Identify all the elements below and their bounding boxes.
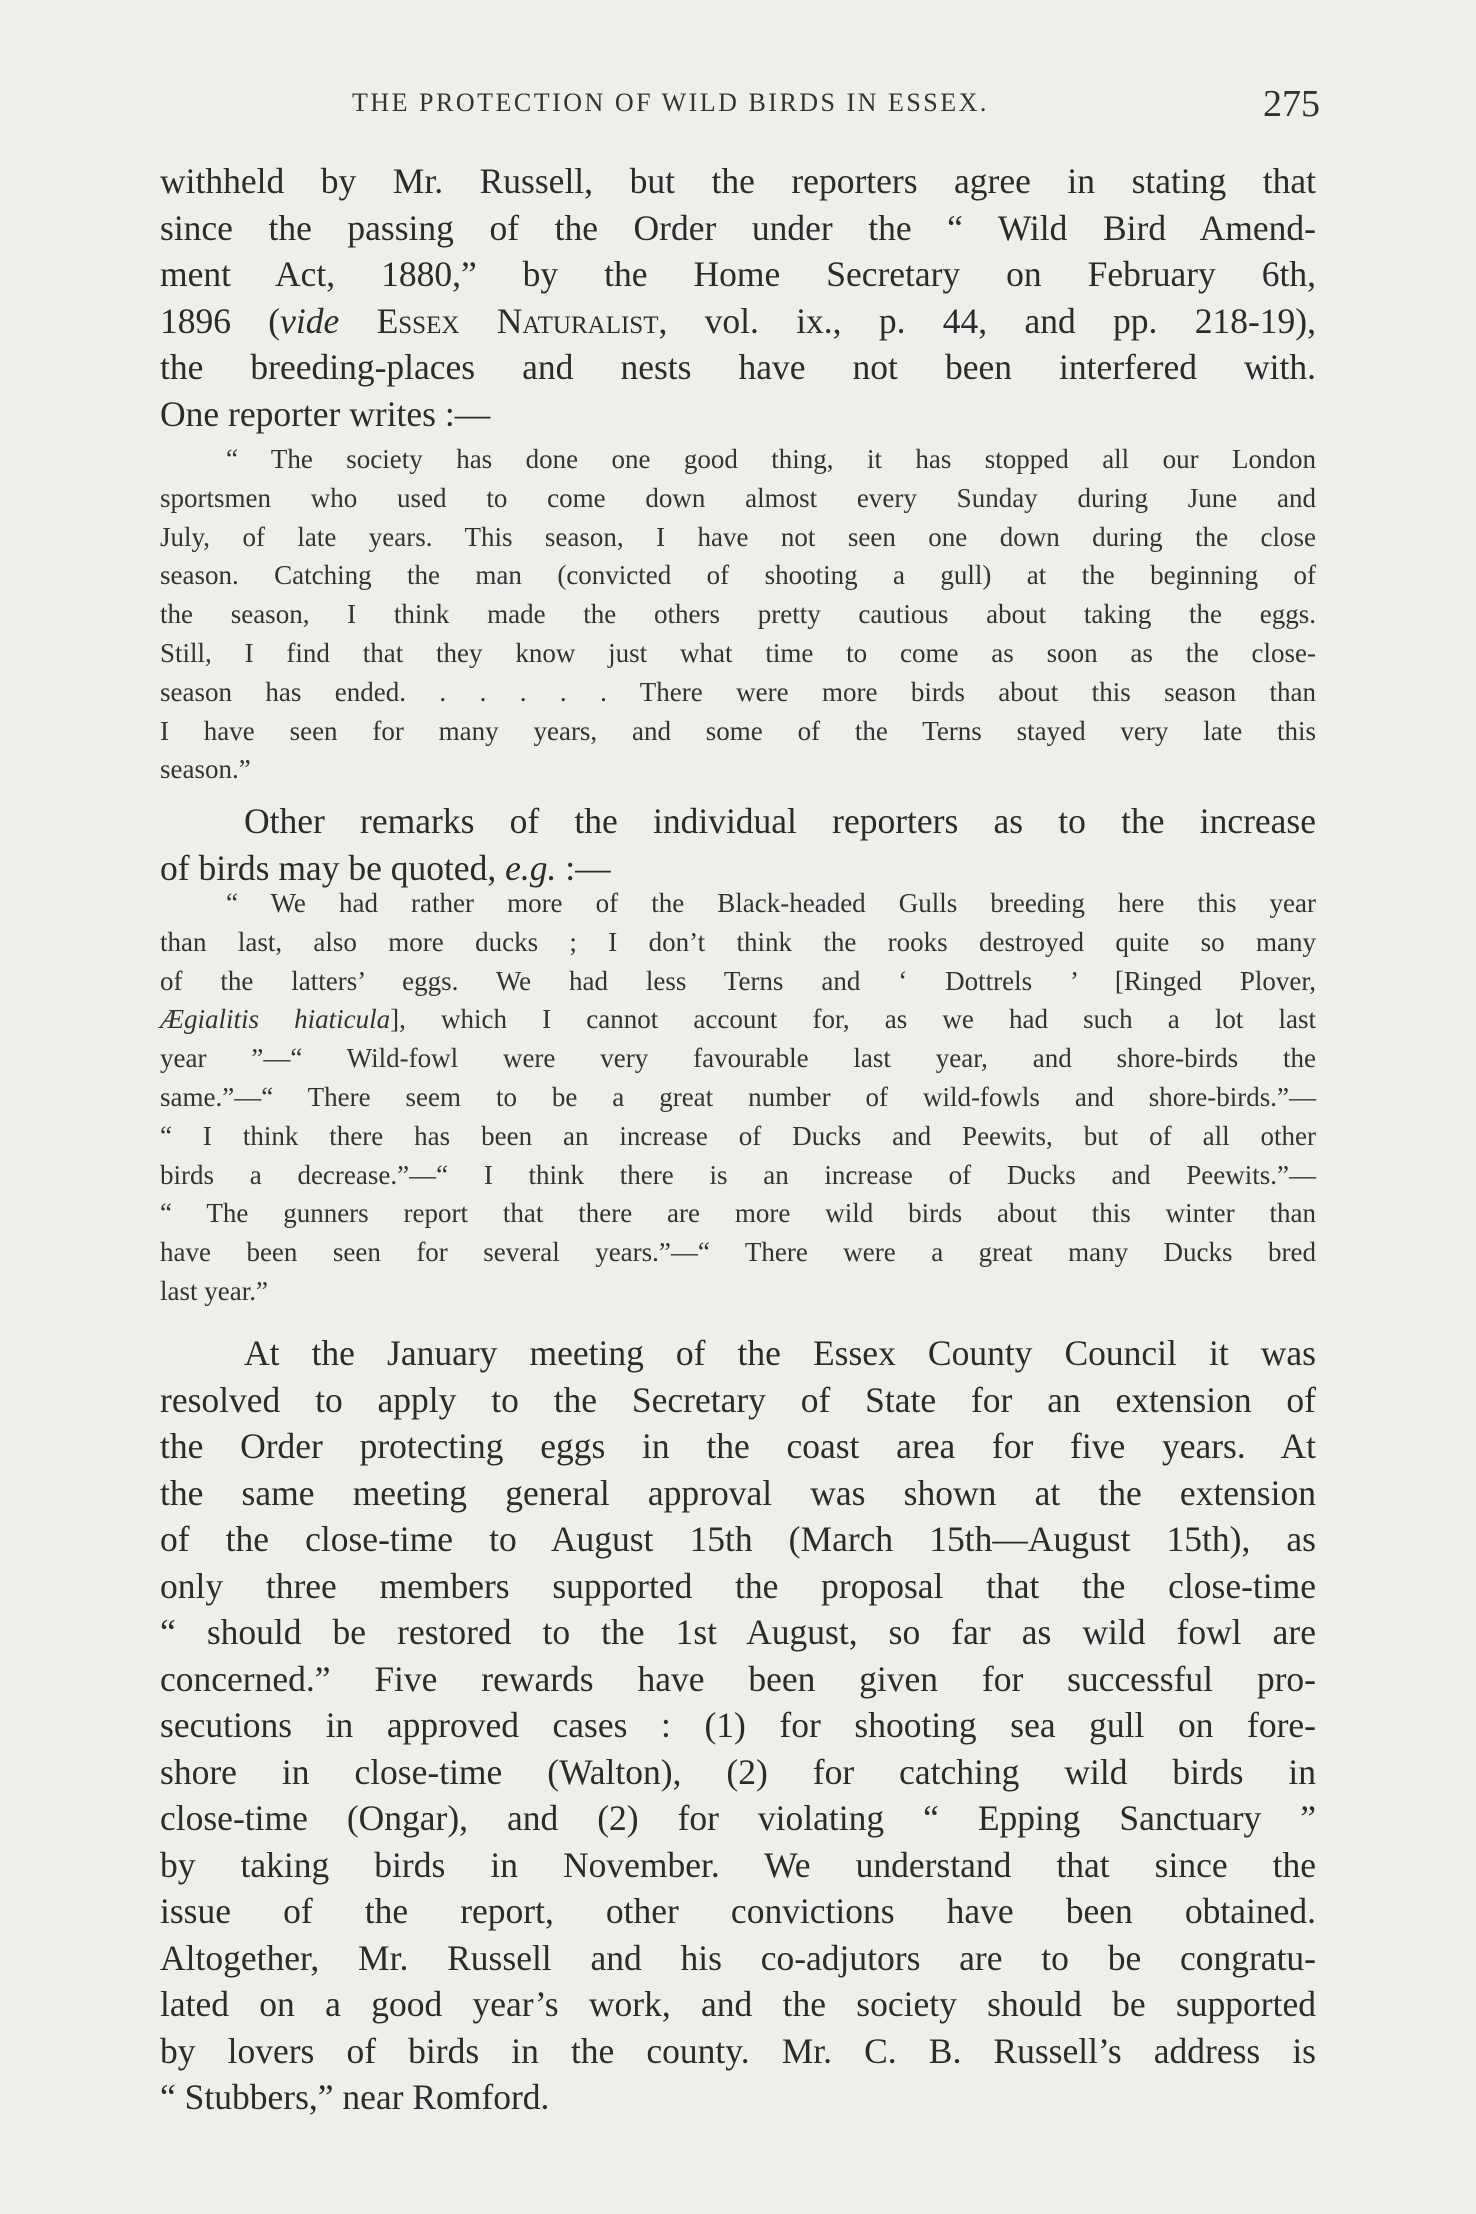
quote-line: season. Catching the man (convicted of shooting a gull) at the beginning of <box>160 560 1316 591</box>
paragraph-1 <box>160 158 1316 437</box>
quote-line: the season, I think made the others pretty cautious about taking the eggs. <box>160 599 1316 630</box>
text-line: secutions in approved cases : (1) for shooting sea gull on fore- <box>160 1705 1316 1745</box>
text-line: concerned.” Five rewards have been given for successful pro- <box>160 1658 1316 1699</box>
text-line: of birds may be quoted, e.g. :— <box>160 847 611 888</box>
quote-line: “ We had rather more of the Black-headed Gulls breeding here this year <box>226 888 1316 918</box>
text-line: shore in close-time (Walton), (2) for catching wild birds in <box>160 1751 1316 1792</box>
quote-line: “ The society has done one good thing, it has stopped all our London <box>226 444 1316 474</box>
text-line: the breeding-places and nests have not been interfered with. <box>160 347 1316 387</box>
text-line: the same meeting general approval was shown at the extension <box>160 1472 1316 1513</box>
paragraph-3 <box>160 1330 1316 2121</box>
quote-line: season.” <box>160 754 251 785</box>
text-line: close-time (Ongar), and (2) for violating “ Epping Sanctuary ” <box>160 1798 1316 1838</box>
quote-line: year ”—“ Wild-fowl were very favourable last year, and shore-birds the <box>160 1043 1316 1074</box>
running-head <box>160 83 1320 128</box>
text-line: withheld by Mr. Russell, but the reporters agree in stating that <box>160 161 1316 201</box>
text-line: “ should be restored to the 1st August, so far as wild fowl are <box>160 1612 1316 1652</box>
text-line: issue of the report, other convictions have been obtained. <box>160 1891 1316 1931</box>
text-line: 1896 (vide Essex Naturalist, vol. ix., p. 44, and pp. 218-19), <box>160 300 1316 341</box>
text-line: Other remarks of the individual reporters as to the increase <box>244 801 1316 841</box>
quote-line: Still, I find that they know just what time to come as soon as the close- <box>160 637 1316 668</box>
text-line: ment Act, 1880,” by the Home Secretary on February 6th, <box>160 254 1316 294</box>
quote-line: “ The gunners report that there are more wild birds about this winter than <box>160 1198 1316 1229</box>
quote-line: “ I think there has been an increase of Ducks and Peewits, but of all other <box>160 1120 1316 1151</box>
text-line: Altogether, Mr. Russell and his co-adjutors are to be congratu- <box>160 1937 1316 1978</box>
quotation-1 <box>160 440 1316 789</box>
page-number: 275 <box>1263 83 1320 125</box>
text-line: One reporter writes :— <box>160 393 491 434</box>
running-title: THE PROTECTION OF WILD BIRDS IN ESSEX. <box>352 88 989 117</box>
quote-line: of the latters’ eggs. We had less Terns and ‘ Dottrels ’ [Ringed Plover, <box>160 965 1316 996</box>
quote-line: sportsmen who used to come down almost every Sunday during June and <box>160 482 1316 513</box>
quote-line: July, of late years. This season, I have not seen one down during the close <box>160 521 1316 552</box>
quote-line: Ægialitis hiaticula], which I cannot account for, as we had such a lot last <box>160 1004 1316 1035</box>
quote-line: season has ended. . . . . . There were more birds about this season than <box>160 676 1316 707</box>
text-line: “ Stubbers,” near Romford. <box>160 2077 550 2117</box>
text-line: only three members supported the proposal that the close-time <box>160 1565 1316 1606</box>
journal-title: Essex Naturalist <box>376 300 659 341</box>
text-line: the Order protecting eggs in the coast area for five years. At <box>160 1426 1316 1466</box>
paragraph-2 <box>160 798 1316 891</box>
text-line: since the passing of the Order under the “ Wild Bird Amend- <box>160 207 1316 248</box>
text-line: lated on a good year’s work, and the society should be supported <box>160 1984 1316 2024</box>
quote-line: than last, also more ducks ; I don’t think the rooks destroyed quite so many <box>160 926 1316 957</box>
quote-line: birds a decrease.”—“ I think there is an increase of Ducks and Peewits.”— <box>160 1159 1316 1190</box>
text-line: resolved to apply to the Secretary of State for an extension of <box>160 1379 1316 1420</box>
species-name: Ægialitis hiaticula <box>160 1004 391 1035</box>
quotation-2 <box>160 884 1316 1311</box>
text-line: by lovers of birds in the county. Mr. C. B. Russell’s address is <box>160 2030 1316 2071</box>
quote-line: last year.” <box>160 1275 268 1306</box>
quote-line: same.”—“ There seem to be a great number of wild-fowls and shore-birds.”— <box>160 1081 1316 1112</box>
text-line: by taking birds in November. We understand that since the <box>160 1844 1316 1885</box>
text-line: of the close-time to August 15th (March 15th—August 15th), as <box>160 1519 1316 1559</box>
quote-line: I have seen for many years, and some of the Terns stayed very late this <box>160 715 1316 746</box>
text-line: At the January meeting of the Essex County Council it was <box>244 1333 1316 1373</box>
quote-line: have been seen for several years.”—“ There were a great many Ducks bred <box>160 1237 1316 1268</box>
vide-reference: vide <box>280 300 340 341</box>
